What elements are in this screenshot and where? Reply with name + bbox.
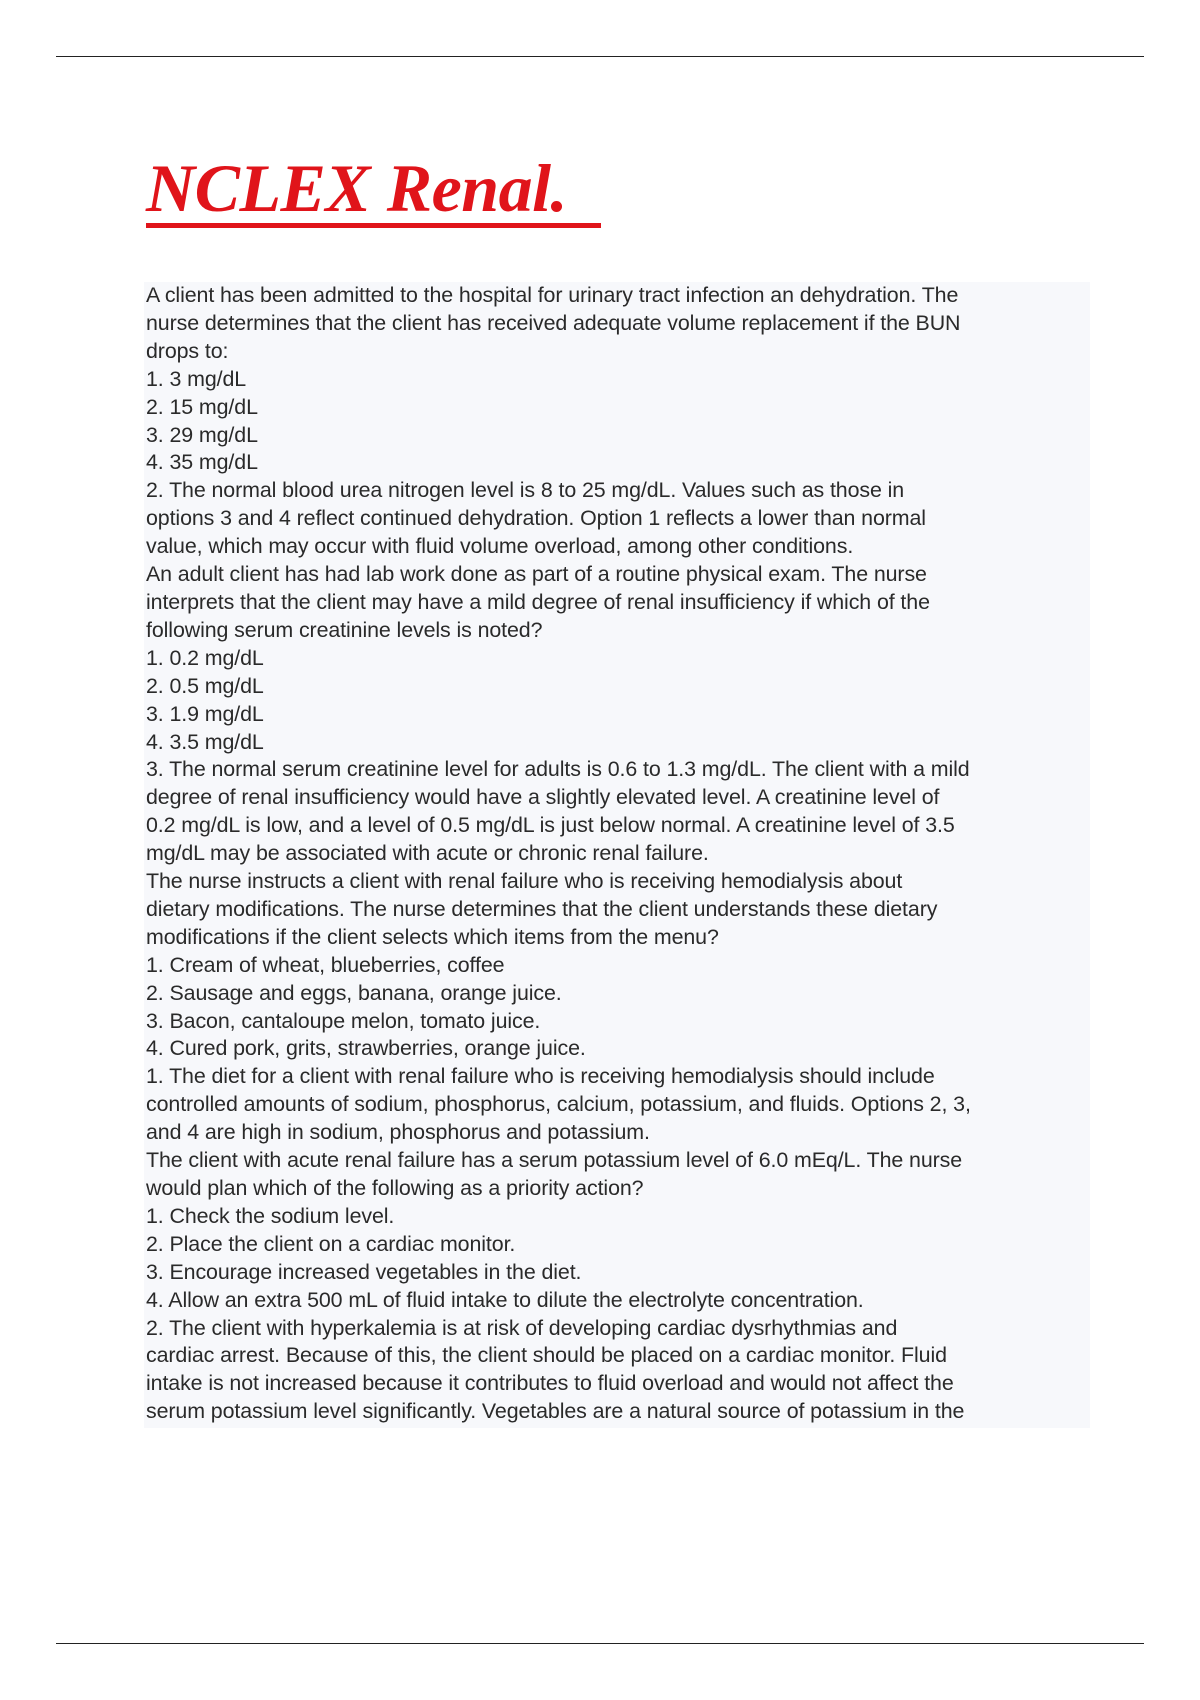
text-line: 3. The normal serum creatinine level for adults is 0.6 to 1.3 mg/dL. The client with a mild <box>146 757 970 782</box>
text-line: 4. 3.5 mg/dL <box>146 729 264 754</box>
text-line: and 4 are high in sodium, phosphorus and potassium. <box>146 1120 650 1145</box>
text-line: 3. 29 mg/dL <box>146 422 258 447</box>
page-title: NCLEX Renal. <box>146 150 567 226</box>
text-line: 1. Cream of wheat, blueberries, coffee <box>146 952 505 977</box>
text-line: drops to: <box>146 338 229 363</box>
text-line: 1. 0.2 mg/dL <box>146 645 264 670</box>
text-line: interprets that the client may have a mild degree of renal insufficiency if which of the <box>146 589 930 614</box>
text-line: The client with acute renal failure has a serum potassium level of 6.0 mEq/L. The nurse <box>146 1148 963 1173</box>
document-body <box>144 282 1090 1428</box>
text-line: 3. 1.9 mg/dL <box>146 701 264 726</box>
text-line: would plan which of the following as a priority action? <box>146 1176 644 1200</box>
text-line: following serum creatinine levels is noted? <box>146 617 543 642</box>
text-line: 4. 35 mg/dL <box>146 450 258 475</box>
text-line: 1. The diet for a client with renal failure who is receiving hemodialysis should include <box>146 1064 935 1089</box>
text-line: 2. The normal blood urea nitrogen level is 8 to 25 mg/dL. Values such as those in <box>146 478 905 503</box>
text-line: 2. The client with hyperkalemia is at risk of developing cardiac dysrhythmias and <box>146 1315 898 1340</box>
text-line: 0.2 mg/dL is low, and a level of 0.5 mg/dL is just below normal. A creatinine level of 3.5 <box>146 813 955 838</box>
text-line: 1. 3 mg/dL <box>146 366 247 391</box>
text-line: 3. Bacon, cantaloupe melon, tomato juice. <box>146 1008 541 1033</box>
text-line: 4. Allow an extra 500 mL of fluid intake to dilute the electrolyte concentration. <box>146 1287 864 1312</box>
text-line: cardiac arrest. Because of this, the client should be placed on a cardiac monitor. Fluid <box>146 1343 947 1368</box>
top-rule <box>56 56 1144 57</box>
text-line: A client has been admitted to the hospital for urinary tract infection an dehydration. The <box>146 283 959 307</box>
text-line: An adult client has had lab work done as part of a routine physical exam. The nurse <box>146 562 927 587</box>
text-line: dietary modifications. The nurse determines that the client understands these dietary <box>146 896 938 921</box>
text-line: degree of renal insufficiency would have a slightly elevated level. A creatinine level of <box>146 785 940 810</box>
text-line: 2. Sausage and eggs, banana, orange juice. <box>146 980 562 1005</box>
text-line: 2. Place the client on a cardiac monitor. <box>146 1231 516 1256</box>
text-line: 2. 15 mg/dL <box>146 394 258 419</box>
text-line: controlled amounts of sodium, phosphorus, calcium, potassium, and fluids. Options 2, 3, <box>146 1092 971 1117</box>
title-block <box>146 150 601 228</box>
text-line: modifications if the client selects which items from the menu? <box>146 924 719 949</box>
text-line: 3. Encourage increased vegetables in the diet. <box>146 1259 582 1284</box>
text-line: serum potassium level significantly. Vegetables are a natural source of potassium in the <box>146 1399 965 1424</box>
bottom-rule <box>56 1643 1144 1644</box>
text-line: 4. Cured pork, grits, strawberries, orange juice. <box>146 1036 586 1061</box>
text-line: value, which may occur with fluid volume overload, among other conditions. <box>146 534 854 559</box>
text-line: The nurse instructs a client with renal failure who is receiving hemodialysis about <box>146 869 903 894</box>
text-line: options 3 and 4 reflect continued dehydration. Option 1 reflects a lower than normal <box>146 506 926 531</box>
text-line: nurse determines that the client has received adequate volume replacement if the BUN <box>146 310 961 335</box>
text-line: intake is not increased because it contributes to fluid overload and would not affect the <box>146 1371 954 1396</box>
text-line: mg/dL may be associated with acute or chronic renal failure. <box>146 841 709 866</box>
text-line: 2. 0.5 mg/dL <box>146 673 264 698</box>
text-line: 1. Check the sodium level. <box>146 1203 395 1228</box>
